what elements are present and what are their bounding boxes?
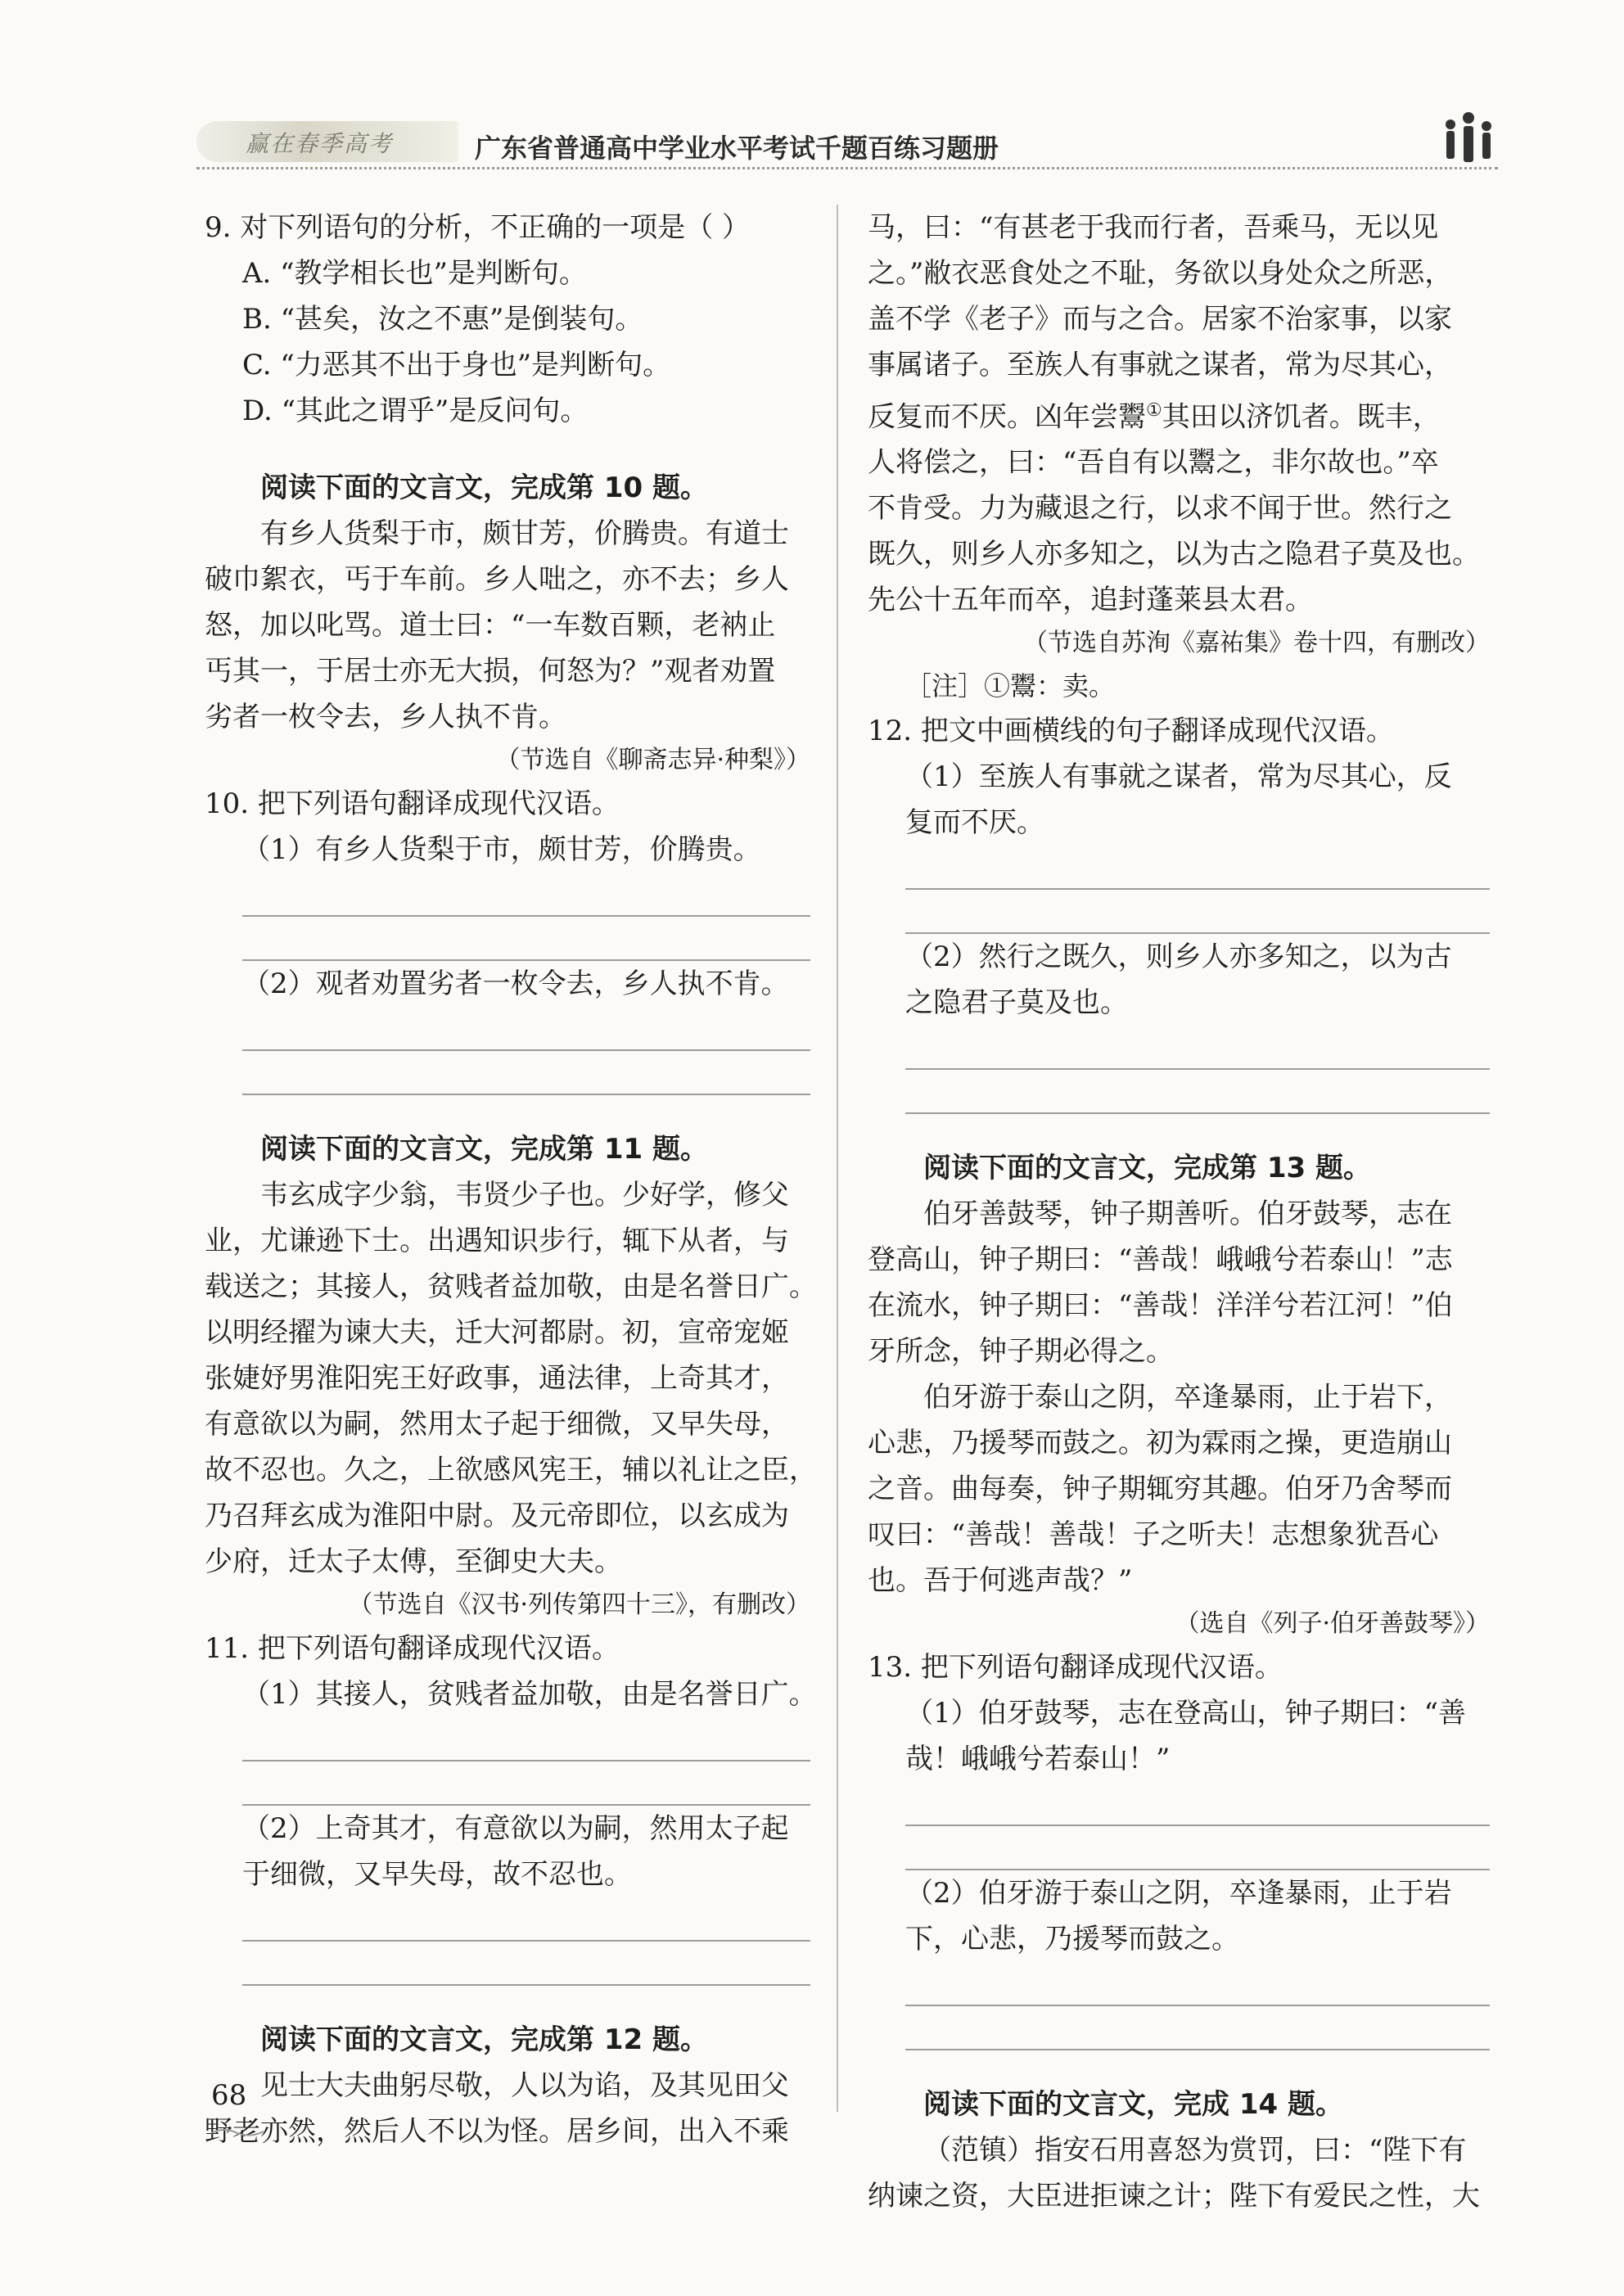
translate-sentence-1: （1）至族人有事就之谋者，常为尽其心，反 — [905, 760, 1452, 794]
passage-line: 少府，迁太子太傅，至御史大夫。 — [205, 1545, 622, 1578]
question-12 — [868, 708, 1490, 1114]
passage-line: 伯牙善鼓琴，钟子期善听。伯牙鼓琴，志在 — [923, 1198, 1452, 1231]
answer-line[interactable] — [242, 917, 810, 961]
passage-line: 乃召拜玄成为淮阳中尉。及元帝即位，以玄成为 — [205, 1500, 789, 1532]
answer-line[interactable] — [242, 1761, 810, 1806]
answer-line[interactable] — [242, 1007, 810, 1051]
passage-line: 事属诸子。至族人有事就之谋者，常为尽其心， — [868, 349, 1452, 381]
passage-line: 马，曰：“有甚老于我而行者，吾乘马，无以见 — [868, 211, 1439, 244]
passage-line: 纳谏之资，大臣进拒谏之计；陛下有爱民之性，大 — [868, 2180, 1480, 2213]
answer-line[interactable] — [905, 890, 1490, 934]
passage-line-part: 其田以济饥者。既丰， — [1162, 400, 1441, 434]
section-title-10: 阅读下面的文言文，完成第 10 题。 — [260, 471, 708, 504]
passage-line: 人将偿之，曰：“吾自有以鬻之，非尔故也。”卒 — [868, 446, 1439, 480]
book-title: 广东省普通高中学业水平考试千题百练习题册 — [475, 133, 999, 164]
passage-12-continued — [868, 205, 1490, 708]
passage-line: 有意欲以为嗣，然用太子起于细微，又早失母， — [205, 1408, 789, 1441]
question-stem: 11. 把下列语句翻译成现代汉语。 — [205, 1632, 620, 1665]
passage-line: 劣者一枚令去，乡人执不肯。 — [205, 701, 566, 733]
footnote: ［注］①鬻：卖。 — [905, 670, 1116, 702]
passage-10 — [205, 511, 810, 781]
question-10 — [205, 781, 810, 1095]
section-title-14: 阅读下面的文言文，完成 14 题。 — [923, 2088, 1343, 2122]
translate-sentence-2: （2）观者劝置劣者一枚令去，乡人执不肯。 — [242, 968, 789, 1000]
passage-line: 伯牙游于泰山之阴，卒逢暴雨，止于岩下， — [923, 1381, 1452, 1414]
translate-sentence-1: （1）有乡人货梨于市，颇甘芳，价腾贵。 — [242, 833, 761, 866]
option-d: D. “其此之谓乎”是反问句。 — [242, 395, 589, 427]
question-13 — [868, 1644, 1490, 2050]
translate-sentence-1: （1）其接人，贫贱者益加敬，由是名誉日广。 — [242, 1678, 817, 1711]
question-11 — [205, 1626, 817, 1986]
answer-line[interactable] — [905, 1962, 1490, 2006]
translate-sentence-2: （2）然行之既久，则乡人亦多知之，以为古 — [905, 941, 1452, 974]
translate-sentence-2-cont: 之隐君子莫及也。 — [905, 986, 1128, 1020]
left-column — [205, 205, 817, 2154]
passage-line: 有乡人货梨于市，颇甘芳，价腾贵。有道士 — [260, 517, 789, 550]
passage-source: （节选自《聊斋志异·种梨》） — [495, 746, 810, 774]
translate-sentence-1: （1）伯牙鼓琴，志在登高山，钟子期曰：“善 — [905, 1697, 1467, 1730]
option-a: A. “教学相长也”是判断句。 — [242, 257, 587, 290]
passage-line: 张婕妤男淮阳宪王好政事，通法律，上奇其才， — [205, 1362, 789, 1395]
passage-line: 韦玄成字少翁，韦贤少子也。少好学，修父 — [260, 1179, 789, 1211]
passage-line: 破巾絮衣，丐于车前。乡人咄之，亦不去；乡人 — [205, 563, 789, 596]
option-b: B. “甚矣，汝之不惠”是倒装句。 — [242, 303, 643, 336]
passage-line: 盖不学《老子》而与之合。居家不治家事，以家 — [868, 303, 1452, 336]
answer-line[interactable] — [905, 1826, 1490, 1870]
passage-line: 怒，加以叱骂。道士曰：“一车数百颗，老衲止 — [205, 609, 776, 642]
footnote-marker: ① — [1146, 400, 1162, 421]
passage-14 — [868, 2127, 1490, 2219]
page-header — [196, 106, 1498, 172]
passage-line: 野老亦然，然后人不以为怪。居乡间，出入不乘 — [205, 2115, 789, 2148]
passage-12 — [205, 2063, 810, 2154]
passage-11 — [205, 1172, 817, 1626]
translate-sentence-2: （2）伯牙游于泰山之阴，卒逢暴雨，止于岩 — [905, 1877, 1452, 1910]
answer-line[interactable] — [905, 1026, 1490, 1070]
question-stem: 12. 把文中画横线的句子翻译成现代汉语。 — [868, 715, 1394, 748]
passage-source: （选自《列子·伯牙善鼓琴》） — [1175, 1609, 1490, 1639]
answer-line[interactable] — [905, 1782, 1490, 1826]
passage-line: 以明经擢为谏大夫，迁大河都尉。初，宣帝宠姬 — [205, 1316, 789, 1349]
passage-line: 业，尤谦逊下士。出遇知识步行，辄下从者，与 — [205, 1225, 789, 1257]
passage-source: （节选自苏洵《嘉祐集》卷十四，有删改） — [1023, 629, 1490, 658]
answer-line[interactable] — [242, 1942, 810, 1986]
passage-line: 既久，则乡人亦多知之，以为古之隐君子莫及也。 — [868, 538, 1480, 571]
passage-line: 之。”敝衣恶食处之不耻，务欲以身处众之所恶， — [868, 257, 1453, 290]
passage-line: 故不忍也。久之，上欲感风宪王，辅以礼让之臣， — [205, 1454, 817, 1486]
question-stem: 9. 对下列语句的分析，不正确的一项是（ ） — [205, 211, 751, 244]
translate-sentence-2-cont: 下，心悲，乃援琴而鼓之。 — [905, 1923, 1239, 1956]
translate-sentence-2: （2）上奇其才，有意欲以为嗣，然用太子起 — [242, 1812, 789, 1845]
header-rule — [196, 167, 1498, 169]
page-number: 68 — [211, 2079, 247, 2112]
option-c: C. “力恶其不出于身也”是判断句。 — [242, 349, 671, 381]
answer-line[interactable] — [242, 873, 810, 917]
people-icon — [1441, 106, 1498, 167]
answer-line[interactable] — [905, 846, 1490, 890]
passage-line: 先公十五年而卒，追封蓬莱县太君。 — [868, 584, 1313, 617]
passage-line: 叹曰：“善哉！善哉！子之听夫！志想象犹吾心 — [868, 1518, 1439, 1552]
passage-line: 牙所念，钟子期必得之。 — [868, 1335, 1174, 1369]
footer-ornament-icon — [210, 2125, 275, 2138]
answer-line[interactable] — [242, 1897, 810, 1942]
passage-line: 丐其一，于居士亦无大损，何怒为？”观者劝置 — [205, 655, 776, 688]
translate-sentence-1-cont: 哉！峨峨兮若泰山！” — [905, 1743, 1171, 1776]
passage-line: 不肯受。力为藏退之行，以求不闻于世。然行之 — [868, 492, 1452, 526]
passage-line: 见士大夫曲躬尽敬，人以为谄，及其见田父 — [260, 2069, 789, 2102]
passage-line: （范镇）指安石用喜怒为赏罚，曰：“陛下有 — [923, 2134, 1467, 2167]
question-stem: 13. 把下列语句翻译成现代汉语。 — [868, 1651, 1283, 1685]
column-divider — [837, 205, 838, 2112]
answer-line[interactable] — [242, 1717, 810, 1761]
passage-line: 心悲，乃援琴而鼓之。初为霖雨之操，更造崩山 — [868, 1427, 1452, 1460]
passage-line: 在流水，钟子期曰：“善哉！洋洋兮若江河！”伯 — [868, 1289, 1453, 1323]
brand-logo-text: 赢在春季高考 — [246, 130, 394, 157]
translate-sentence-1-cont: 复而不厌。 — [905, 806, 1044, 840]
passage-line: 登高山，钟子期曰：“善哉！峨峨兮若泰山！”志 — [868, 1243, 1453, 1277]
passage-line — [868, 388, 1490, 440]
answer-line[interactable] — [905, 2006, 1490, 2050]
passage-line: 之音。曲每奏，钟子期辄穷其趣。伯牙乃舍琴而 — [868, 1473, 1452, 1506]
section-title-12: 阅读下面的文言文，完成第 12 题。 — [260, 2023, 708, 2056]
passage-line: 也。吾于何逃声哉？” — [868, 1564, 1133, 1598]
passage-source: （节选自《汉书·列传第四十三》，有删改） — [348, 1590, 810, 1619]
right-column — [868, 205, 1490, 2219]
section-title-11: 阅读下面的文言文，完成第 11 题。 — [260, 1133, 708, 1166]
passage-13 — [868, 1191, 1490, 1644]
translate-sentence-2-cont: 于细微，又早失母，故不忍也。 — [242, 1858, 632, 1891]
passage-line: 载送之；其接人，贫贱者益加敬，由是名誉日广。 — [205, 1270, 817, 1303]
passage-line-part: 反复而不厌。凶年尝鬻 — [868, 400, 1146, 434]
answer-line[interactable] — [905, 1070, 1490, 1114]
answer-line[interactable] — [242, 1051, 810, 1095]
question-stem: 10. 把下列语句翻译成现代汉语。 — [205, 787, 620, 820]
section-title-13: 阅读下面的文言文，完成第 13 题。 — [923, 1152, 1371, 1185]
question-9 — [205, 205, 810, 434]
